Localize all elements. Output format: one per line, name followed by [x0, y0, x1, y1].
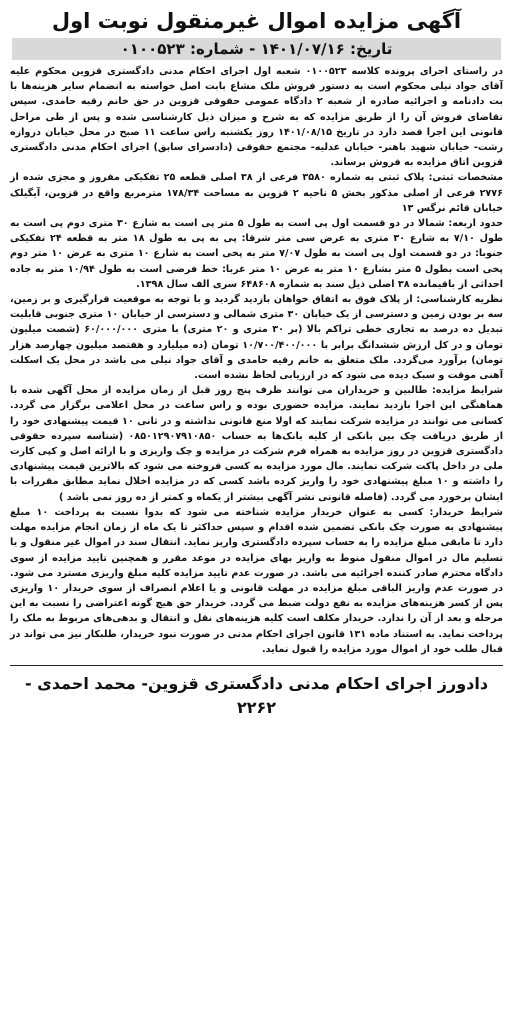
buyer-label: شرایط خریدار: [429, 506, 503, 518]
conditions-text: طالبین و خریداران می توانند ظرف پنج روز قبل از زمان مزایده از محل آگهی شده با هماهنگی این اجرا بازدید نمایند. مزایده حضوری بوده و راس ساعت در محل اعلامی برگزار می گردد. کسانی می توانند در مزایده شرکت نمایند که اولا منع قانونی نداشته و در ثانی ۱۰ قیمت پیشنهادی خود را از طریق دریافت چک بین بانکی از کلیه بانک‌ها به حساب ۰۸۵۰۱۲۹۰۷۹۱۰۸۵۰ (شناسه سپرده حقوقی دادگستری قزوین در روز مزایده به همراه فرم شرکت در مزایده و چک واریزی و با ارائه اصل و کپی کارت ملی در داخل پاکت شرکت نمایند. مال مورد مزایده به کسی فروخته می شود که بالاترین قیمت پیشنهادی را داشته و ۱۰ مبلغ پیشنهادی خود را واریز کرده باشد کسی که در مزایده اخلال نماید مطابق مقررات با ایشان برخورد می گردد. (فاصله قانونی نشر آگهی بیشتر از یکماه و کمتر از ده روز نمی باشد ) [10, 385, 503, 503]
conditions-paragraph [10, 383, 503, 505]
footer-divider [10, 665, 503, 666]
intro-paragraph: در راستای اجرای پرونده کلاسه ۰۱۰۰۵۲۳ شعبه اول اجرای احکام مدنی دادگستری قزوین محکوم علیه آقای جواد نیلی محکوم است به دستور فروش ملک مشاع بابت اصل خواسته به انضمام سایر هزینه‌ها با بت دادنامه و اجرائیه صادره از شعبه ۲ دادگاه عمومی حقوقی قزوین در حق خانم رقیه حامدی. سپس تقاضای فروش آن را از طریق مزایده که به شرح و میزان ذیل کارشناسی شده و پس از طی مراحل قانونی این اجرا قصد دارد در تاریخ ۱۴۰۱/۰۸/۱۵ روز یکشنبه راس ساعت ۱۱ صبح در محل خیابان دروازه رشت- خیابان شهید باهنر- خیابان عدلیه- مجتمع حقوقی (دادسرای سابق) اجرای احکام مدنی دادگستری قزوین اتاق مزایده به فروش برساند. [10, 66, 503, 169]
expert-paragraph [10, 292, 503, 383]
buyer-paragraph [10, 505, 503, 657]
specs-label: مشخصات ثبتی: [428, 172, 504, 184]
boundaries-paragraph: حدود اربعه: شمالا در دو قسمت اول پی است به طول ۵ متر پی است به شارع ۳۰ متری دوم پی است به طول ۷/۱۰ به شارع ۳۰ متری به عرض سی متر شرقا: پی به پی به طول ۱۸ متر به قطعه ۲۴ تفکیکی جنوبا: در دو قسمت اول پی است به طول ۷/۰۷ متر به پخی است به شارع ۱۰ متری به عرض ۱۰ متر دوم پخی است بطول ۵ متر بشارع ۱۰ متر به عرض ۱۰ متر غربا: خط فرضی است به طول ۱۰/۹۴ متر به جاده احداثی از باقیمانده ۳۸ اصلی ذیل سند به شماره ۶۴۸۶۰۸ سری الف سال ۱۳۹۸. [10, 218, 503, 290]
expert-label: نظریه کارشناسی: [416, 294, 503, 306]
buyer-text: کسی به عنوان خریدار مزایده شناخته می شود که بدوا نسبت به پرداخت ۱۰ مبلغ پیشنهادی به صورت چک بانکی تضمین شده اقدام و سپس حداکثر تا یک ماه از زمان انجام مزایده مهلت دارد تا مابقی مبلغ مزایده را به حساب سپرده دادگستری واریز نماید. انتقال سند در اموال غیر منقول و یا تسلیم مال در اموال منقول منوط به واریز بهای مزایده در موعد مقرر و همچنین تایید مزایده از سوی دادگاه محترم صادر کننده اجرائیه می باشد. در صورت عدم تایید مزایده کلیه مبلغ واریزی مسترد می شود. در صورت عدم واریز الباقی مبلغ مزایده در مهلت قانونی و یا اعلام انصراف از سوی خریدار ۱۰ واریزی پس از کسر هزینه‌های مزایده به نفع دولت ضبط می گردد. خریدار حق هیچ گونه اعتراضی را نسبت به این مرحله و بعد از آن را ندارد. خریدار مکلف است کلیه هزینه‌های نقل و انتقال و بدهی‌های مربوط به ملک را پرداخت نماید. به استناد ماده ۱۳۱ قانون اجرای احکام مدنی در صورت نبود خریدار، طلبکار نیز می تواند در قبال طلب خود از اموال مورد مزایده را قبول نماید. [10, 506, 504, 655]
notice-title: آگهی مزایده اموال غیرمنقول نوبت اول [51, 9, 462, 33]
specs-text: پلاک ثبتی به شماره ۳۵۸۰ فرعی از ۳۸ اصلی قطعه ۲۵ تفکیکی مفروز و مجزی شده از ۲۷۷۶ فرعی از اصلی مذکور بخش ۵ ناحیه ۲ قزوین به مساحت ۱۷۸/۳۴ مترمربع واقع در قزوین، آیگیلک خیابان قائم نرگس ۱۳ [10, 172, 503, 214]
specs-paragraph [10, 170, 503, 216]
notice-signature: دادورز اجرای احکام مدنی دادگستری قزوین- محمد احمدی - ۲۲۶۲ [24, 673, 489, 717]
conditions-label: شرایط مزایده: [432, 385, 503, 397]
notice-body [10, 64, 503, 657]
expert-text: از پلاک فوق به اتفاق خواهان بازدید گردید و با توجه به موقعیت قرارگیری و بر زمین، سه بر بودن زمین و دسترسی از یک خیابان ۳۰ متری شمالی و دسترسی از خیابان ۱۰ متری جنوبی قابلیت تبدیل ده درصد به تجاری خطی تراکم بالا (بر ۳۰ متری و ۲۰ متری) با متری ۶۰/۰۰۰/۰۰۰ (شصت میلیون تومان و در کل ارزش ششدانگ برابر با ۱۰/۷۰۰/۴۰۰/۰۰۰ تومان (ده میلیارد و هفتصد میلیون چهارصد هزار تومان) برآورد می‌گردد. ملک متعلق به خانم رقیه حامدی و آقای جواد نیلی می باشد در محل یک اسکلت آهنی موقت و سبک دیده می شود که در ارزیابی لحاظ نشده است. [10, 294, 503, 382]
notice-date-number: تاریخ: ۱۴۰۱/۰۷/۱۶ - شماره: ۰۱۰۰۵۲۳ [12, 38, 501, 60]
